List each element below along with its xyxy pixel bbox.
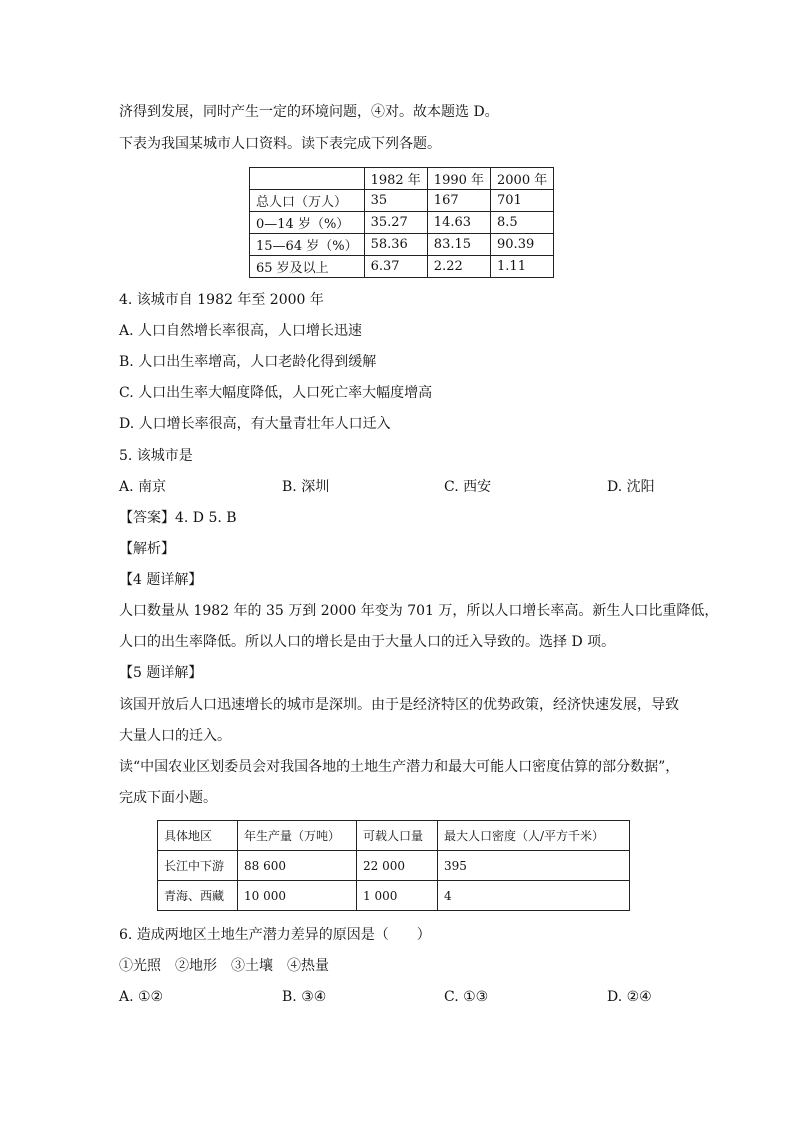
- question-6-option-b: B. ③④: [282, 989, 327, 1005]
- table-cell: 83.15: [427, 234, 490, 256]
- table-cell: 65 岁及以上: [250, 256, 365, 278]
- table-cell: 总人口（万人）: [250, 190, 365, 212]
- table-cell: 395: [438, 851, 630, 881]
- question-4: 4. 该城市自 1982 年至 2000 年: [119, 292, 324, 308]
- table-cell: 14.63: [427, 212, 490, 234]
- detail-5-paragraph: 大量人口的迁入。: [119, 728, 231, 744]
- question-5-option-c: C. 西安: [444, 479, 492, 495]
- table-header-row: [158, 821, 630, 851]
- table-header-cell: 2000 年: [491, 168, 554, 190]
- table-cell: 15—64 岁（%）: [250, 234, 365, 256]
- table-header-cell: [250, 168, 365, 190]
- question-6-items: ①光照 ②地形 ③土壤 ④热量: [119, 958, 329, 974]
- question-5-option-b: B. 深圳: [282, 479, 330, 495]
- table-cell: 35: [364, 190, 427, 212]
- detail-5-heading: 【5 题详解】: [119, 665, 203, 681]
- detail-5-paragraph: 该国开放后人口迅速增长的城市是深圳。由于是经济特区的优势政策，经济快速发展，导致: [119, 697, 679, 713]
- question-4-option-d: D. 人口增长率很高，有大量青壮年人口迁入: [119, 416, 391, 432]
- detail-4-heading: 【4 题详解】: [119, 572, 203, 588]
- table-cell: 58.36: [364, 234, 427, 256]
- table-cell: 701: [491, 190, 554, 212]
- table-row: [250, 234, 554, 256]
- table-cell: 167: [427, 190, 490, 212]
- table-header-cell: 具体地区: [158, 821, 238, 851]
- question-6-option-c: C. ①③: [444, 989, 489, 1005]
- table-row: [250, 212, 554, 234]
- question-6-option-a: A. ①②: [119, 989, 164, 1005]
- reading-intro: 读“中国农业区划委员会对我国各地的土地生产潜力和最大可能人口密度估算的部分数据”，: [119, 759, 680, 775]
- table-row: [250, 190, 554, 212]
- land-potential-table: [157, 820, 630, 911]
- table-header-cell: 可载人口量: [357, 821, 438, 851]
- table-cell: 6.37: [364, 256, 427, 278]
- table-cell: 8.5: [491, 212, 554, 234]
- question-4-option-b: B. 人口出生率增高，人口老龄化得到缓解: [119, 354, 377, 370]
- table-cell: 0—14 岁（%）: [250, 212, 365, 234]
- table-row: [158, 851, 630, 881]
- question-6-option-d: D. ②④: [607, 989, 652, 1005]
- analysis-heading: 【解析】: [119, 541, 175, 557]
- table-cell: 88 600: [238, 851, 357, 881]
- table-header-row: [250, 168, 554, 190]
- table-header-cell: 年生产量（万吨）: [238, 821, 357, 851]
- table-row: [158, 881, 630, 911]
- table-cell: 2.22: [427, 256, 490, 278]
- table-intro: 下表为我国某城市人口资料。读下表完成下列各题。: [119, 136, 441, 152]
- table-header-cell: 1982 年: [364, 168, 427, 190]
- table-cell: 1.11: [491, 256, 554, 278]
- table-row: [250, 256, 554, 278]
- table-cell: 长江中下游: [158, 851, 238, 881]
- question-5-option-d: D. 沈阳: [607, 479, 655, 495]
- question-5: 5. 该城市是: [119, 448, 193, 464]
- question-4-option-c: C. 人口出生率大幅度降低，人口死亡率大幅度增高: [119, 385, 433, 401]
- table-header-cell: 最大人口密度（人/平方千米）: [438, 821, 630, 851]
- text-line: 济得到发展，同时产生一定的环境问题，④对。故本题选 D。: [119, 104, 499, 120]
- table-cell: 90.39: [491, 234, 554, 256]
- detail-4-paragraph: 人口数量从 1982 年的 35 万到 2000 年变为 701 万，所以人口增长率高。新生人口比重降低，: [119, 603, 719, 619]
- reading-intro: 完成下面小题。: [119, 790, 217, 806]
- question-6: 6. 造成两地区土地生产潜力差异的原因是（ ）: [119, 927, 431, 943]
- detail-4-paragraph: 人口的出生率降低。所以人口的增长是由于大量人口的迁入导致的。选择 D 项。: [119, 634, 616, 650]
- population-table: [249, 167, 554, 278]
- table-header-cell: 1990 年: [427, 168, 490, 190]
- table-cell: 35.27: [364, 212, 427, 234]
- table-cell: 青海、西藏: [158, 881, 238, 911]
- answer-line: 【答案】4. D 5. B: [119, 510, 237, 526]
- table-cell: 10 000: [238, 881, 357, 911]
- table-cell: 22 000: [357, 851, 438, 881]
- question-4-option-a: A. 人口自然增长率很高，人口增长迅速: [119, 323, 363, 339]
- table-cell: 1 000: [357, 881, 438, 911]
- question-5-option-a: A. 南京: [119, 479, 167, 495]
- table-cell: 4: [438, 881, 630, 911]
